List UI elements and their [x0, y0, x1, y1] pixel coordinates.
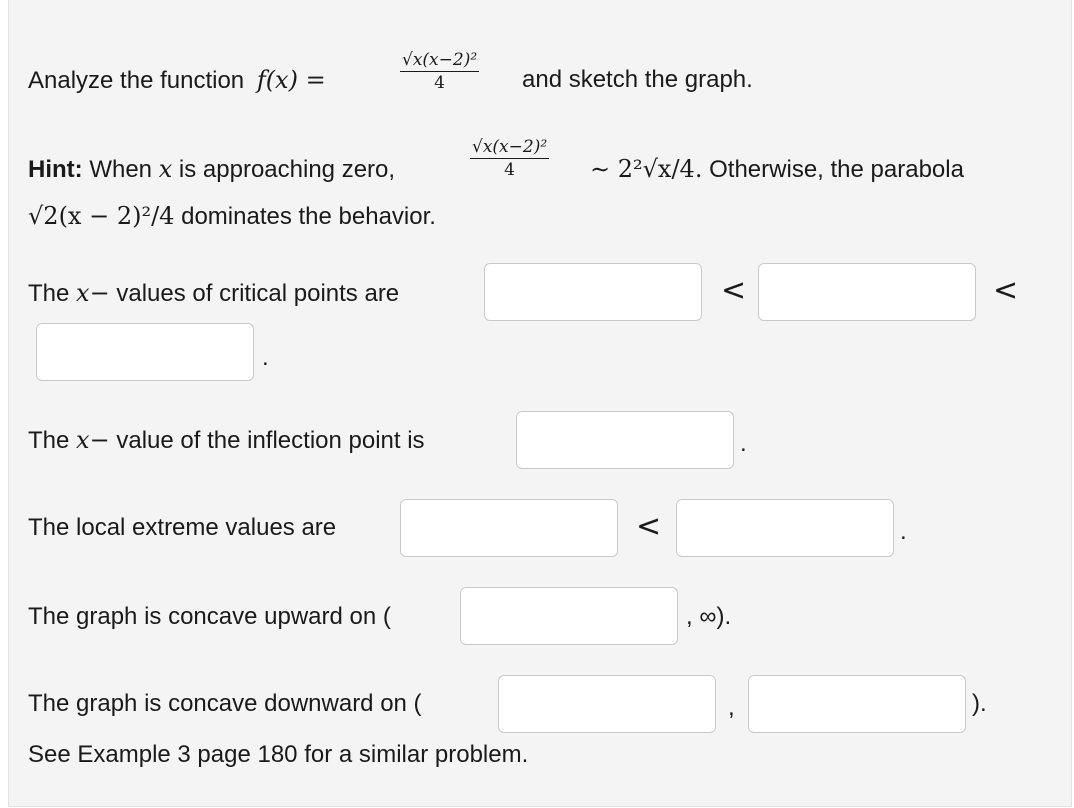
extreme-values-label: The local extreme values are: [28, 514, 337, 541]
concave-up-label: The graph is concave upward on (: [28, 603, 391, 630]
hint-text-when: When: [89, 156, 153, 183]
hint-parabola-expr: √2(x − 2)²/4: [28, 202, 175, 230]
function-denominator: 4: [434, 73, 445, 93]
critical-label-prefix: The: [28, 280, 70, 307]
hint-variable: x: [158, 155, 173, 183]
extreme-period: .: [900, 518, 907, 545]
inflection-label-prefix: The: [28, 427, 70, 454]
hint-text-approaching: is approaching zero,: [178, 156, 396, 183]
function-numerator: √x(x−2)²: [402, 50, 478, 70]
inflection-period: .: [740, 430, 747, 457]
critical-point-input-3[interactable]: [36, 323, 254, 381]
critical-label-var: x−: [76, 279, 110, 307]
less-than-2: <: [993, 273, 1019, 308]
intro-suffix: and sketch the graph.: [522, 66, 753, 93]
concave-down-separator: ,: [728, 694, 735, 721]
hint-label: Hint:: [28, 156, 83, 183]
inflection-label-var: x−: [76, 426, 110, 454]
critical-period: .: [262, 344, 269, 371]
concave-down-input-1[interactable]: [498, 675, 716, 733]
hint-denominator: 4: [504, 160, 515, 180]
extreme-value-input-1[interactable]: [400, 499, 618, 557]
hint-text-otherwise: Otherwise, the parabola: [709, 156, 964, 183]
hint-numerator: √x(x−2)²: [472, 137, 548, 157]
inflection-label: [28, 426, 425, 455]
extreme-value-input-2[interactable]: [676, 499, 894, 557]
critical-point-input-2[interactable]: [758, 263, 976, 321]
critical-label-suffix: values of critical points are: [116, 280, 400, 307]
intro-prefix: Analyze the function: [28, 67, 245, 94]
hint-fraction: [470, 137, 549, 180]
concave-down-label: The graph is concave downward on (: [28, 690, 422, 717]
critical-points-label: [28, 279, 399, 308]
less-than-3: <: [636, 509, 662, 544]
hint-approx: ∼ 2²√x/4.: [590, 155, 703, 183]
concave-down-end: ).: [972, 690, 987, 717]
less-than-1: <: [721, 273, 747, 308]
concave-up-input[interactable]: [460, 587, 678, 645]
inflection-label-suffix: value of the inflection point is: [116, 427, 425, 454]
example-reference: See Example 3 page 180 for a similar problem.: [28, 741, 529, 768]
hint-line-2: [28, 202, 436, 231]
hint-approx-line: [590, 155, 964, 184]
problem-statement: [28, 66, 326, 95]
concave-up-suffix: , ∞).: [686, 603, 732, 630]
hint-line-1: [28, 155, 395, 184]
concave-down-input-2[interactable]: [748, 675, 966, 733]
function-fraction: [400, 50, 479, 93]
function-lhs: f(x) =: [256, 66, 326, 94]
inflection-point-input[interactable]: [516, 411, 734, 469]
hint-dominates-text: dominates the behavior.: [181, 203, 436, 230]
critical-point-input-1[interactable]: [484, 263, 702, 321]
